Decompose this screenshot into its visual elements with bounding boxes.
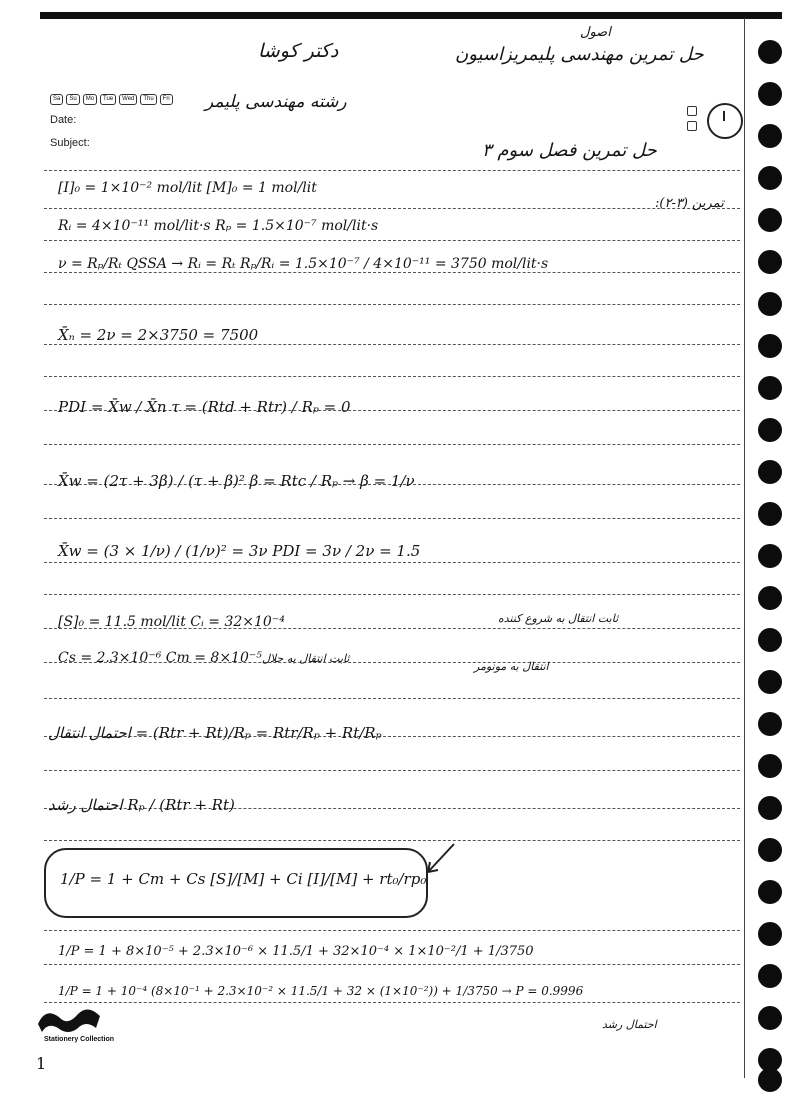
subject-value: حل تمرین فصل سوم ۳ <box>482 140 657 161</box>
cs-note: ثابت انتقال به حلال <box>262 652 350 665</box>
spiral-hole <box>758 880 782 904</box>
spiral-hole <box>758 838 782 862</box>
weekday-box: Su <box>66 94 79 105</box>
spiral-hole <box>758 712 782 736</box>
spiral-hole <box>758 418 782 442</box>
ruled-line <box>44 964 740 965</box>
spiral-hole <box>758 1006 782 1030</box>
spiral-hole <box>758 502 782 526</box>
brand-name: Stationery Collection <box>44 1036 115 1043</box>
ruled-line <box>44 344 740 345</box>
ruled-line <box>44 698 740 699</box>
solution-line: X̄ₙ = 2ν = 2×3750 = 7500 <box>58 326 259 344</box>
spiral-hole <box>758 922 782 946</box>
weekday-box: Sa <box>50 94 63 105</box>
spiral-hole <box>758 376 782 400</box>
ruled-line <box>44 562 740 563</box>
solution-line: [I]₀ = 1×10⁻² mol/lit [M]₀ = 1 mol/lit <box>58 180 317 196</box>
top-binding-bar <box>40 12 782 19</box>
ruled-line <box>44 272 740 273</box>
ruled-line <box>44 840 740 841</box>
checkbox-icon <box>687 106 697 116</box>
spiral-hole <box>758 670 782 694</box>
author-line: دکتر کوشا <box>258 40 339 62</box>
weekday-box: Fri <box>160 94 173 105</box>
page-number: 1 <box>36 1054 47 1073</box>
subject-label: Subject: <box>50 137 90 149</box>
spiral-hole <box>758 166 782 190</box>
result-note: احتمال رشد <box>602 1018 657 1031</box>
weekday-box: Wed <box>119 94 137 105</box>
department-line: رشته مهندسی پلیمر <box>205 92 347 112</box>
spiral-hole <box>758 964 782 988</box>
spiral-hole <box>758 796 782 820</box>
problem-ref: تمرین (۳-۲): <box>655 196 724 211</box>
solution-line: X̄w = (3 × 1/ν) / (1/ν)² = 3ν PDI = 3ν / 2ν = 1.5 <box>58 542 421 560</box>
date-label: Date: <box>50 114 77 126</box>
spiral-hole <box>758 334 782 358</box>
spiral-hole <box>758 754 782 778</box>
ruled-line <box>44 304 740 305</box>
clock-icon <box>707 103 743 139</box>
ruled-line <box>44 594 740 595</box>
brand-logo <box>34 1002 104 1036</box>
weekday-box: Mo <box>83 94 97 105</box>
solution-line: PDI = X̄w / X̄n τ = (Rtd + Rtr) / Rₚ = 0 <box>58 398 351 416</box>
checkbox-icon <box>687 121 697 131</box>
spiral-hole <box>758 40 782 64</box>
solution-line: X̄w = (2τ + 3β) / (τ + β)² β = Rtc / Rₚ → β = 1/ν <box>58 472 415 490</box>
solution-line: احتمال انتقال = (Rtr + Rt)/Rₚ = Rtr/Rₚ + Rt/Rₚ <box>48 724 382 742</box>
spiral-hole <box>758 1068 782 1092</box>
ruled-line <box>44 518 740 519</box>
solution-line: احتمال رشد Rₚ / (Rtr + Rt) <box>48 796 235 814</box>
ruled-line <box>44 240 740 241</box>
solution-line: Rᵢ = 4×10⁻¹¹ mol/lit·s Rₚ = 1.5×10⁻⁷ mol/lit·s <box>58 218 379 234</box>
ruled-line <box>44 208 740 209</box>
ruled-line <box>44 770 740 771</box>
spiral-hole <box>758 544 782 568</box>
arrow-icon <box>420 840 460 880</box>
solution-line: Cs = 2.3×10⁻⁶ Cm = 8×10⁻⁵ <box>58 650 262 666</box>
boxed-equation: 1/P = 1 + Cm + Cs [S]/[M] + Ci [I]/[M] + rt₀/rp₀ <box>60 870 427 888</box>
spiral-hole <box>758 460 782 484</box>
course-line-top: اصول <box>580 25 611 40</box>
spiral-hole <box>758 124 782 148</box>
weekday-boxes <box>50 94 173 105</box>
margin-line <box>744 18 745 1078</box>
ruled-line <box>44 170 740 171</box>
ruled-line <box>44 1002 740 1003</box>
spiral-hole <box>758 82 782 106</box>
weekday-box: Thu <box>140 94 156 105</box>
ruled-line <box>44 444 740 445</box>
spiral-hole <box>758 250 782 274</box>
weekday-box: Tue <box>100 94 116 105</box>
ruled-line <box>44 376 740 377</box>
spiral-hole <box>758 628 782 652</box>
course-line: حل تمرین مهندسی پلیمریزاسیون <box>455 44 704 65</box>
spiral-hole <box>758 208 782 232</box>
solution-line: [S]₀ = 11.5 mol/lit Cᵢ = 32×10⁻⁴ <box>58 614 285 630</box>
ruled-line <box>44 930 740 931</box>
solution-line: 1/P = 1 + 8×10⁻⁵ + 2.3×10⁻⁶ × 11.5/1 + 32×10⁻⁴ × 1×10⁻²/1 + 1/3750 <box>58 944 534 959</box>
spiral-hole <box>758 586 782 610</box>
cm-note: انتقال به مونومر <box>474 660 549 673</box>
solution-line: ν = Rₚ/Rₜ QSSA → Rᵢ = Rₜ Rₚ/Rᵢ = 1.5×10⁻⁷ / 4×10⁻¹¹ = 3750 mol/lit·s <box>58 256 549 272</box>
ci-note: ثابت انتقال به شروع کننده <box>498 612 619 625</box>
solution-line: 1/P = 1 + 10⁻⁴ (8×10⁻¹ + 2.3×10⁻² × 11.5/1 + 32 × (1×10⁻²)) + 1/3750 → P = 0.9996 <box>58 984 584 998</box>
spiral-hole <box>758 292 782 316</box>
